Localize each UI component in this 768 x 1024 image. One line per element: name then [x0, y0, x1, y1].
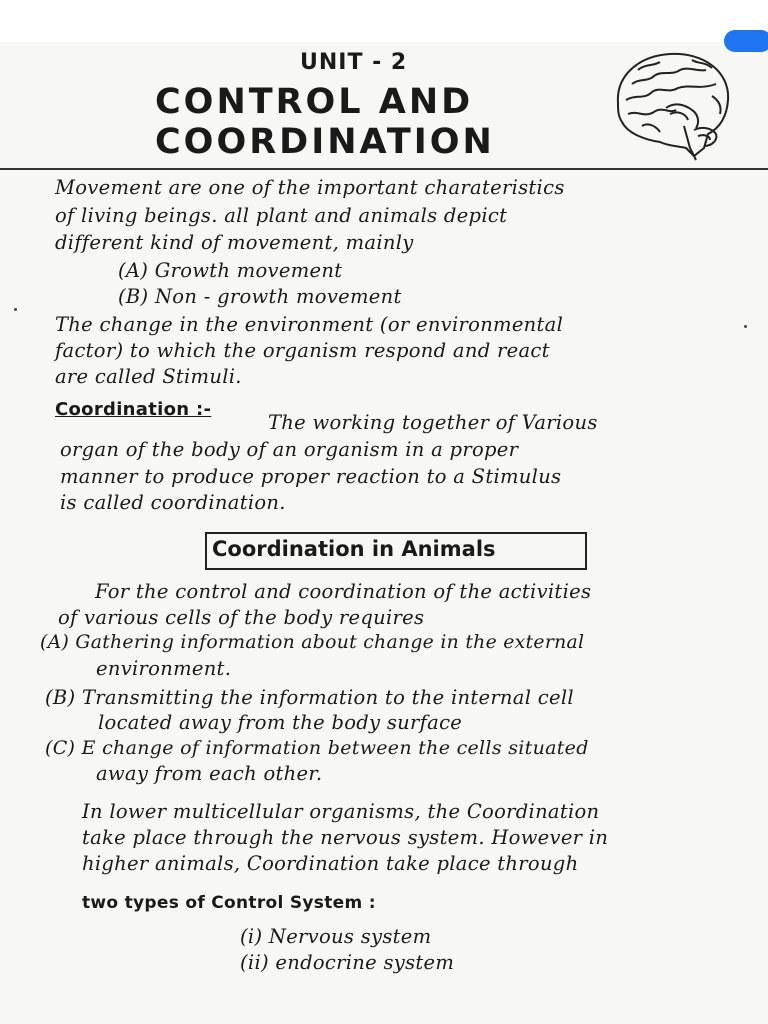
lower-organisms-line: In lower multicellular organisms, the Coordination: [82, 800, 600, 823]
paper-speck: [744, 325, 747, 328]
animals-para-line: of various cells of the body requires: [58, 606, 425, 629]
brain-icon: [608, 48, 736, 166]
page-title-line1: CONTROL AND: [155, 82, 474, 122]
header-divider: [0, 168, 768, 170]
coordination-line: is called coordination.: [60, 491, 286, 514]
coordination-line: manner to produce proper reaction to a Stimulus: [60, 465, 562, 488]
unit-label: UNIT - 2: [300, 50, 408, 75]
coordination-line: The working together of Various: [268, 411, 598, 434]
top-strip: [0, 0, 768, 42]
control-type-item: (i) Nervous system: [240, 925, 432, 948]
lower-organisms-line: higher animals, Coordination take place through: [82, 852, 579, 875]
coordination-heading: Coordination :-: [55, 399, 212, 420]
list-item: (A) Growth movement: [118, 259, 343, 282]
lower-organisms-line: take place through the nervous system. However in: [82, 826, 609, 849]
stimuli-line: factor) to which the organism respond and react: [55, 339, 550, 362]
requirement-b: (B) Transmitting the information to the internal cell: [45, 686, 574, 709]
animals-para-line: For the control and coordination of the activities: [95, 580, 592, 603]
requirement-a: (A) Gathering information about change in the external: [40, 632, 585, 653]
requirement-a-cont: environment.: [96, 657, 232, 680]
requirement-b-cont: located away from the body surface: [98, 711, 463, 734]
control-types-heading: two types of Control System :: [82, 893, 376, 913]
control-type-item: (ii) endocrine system: [240, 951, 455, 974]
intro-line: different kind of movement, mainly: [55, 231, 414, 254]
stimuli-line: are called Stimuli.: [55, 365, 242, 388]
section-title: Coordination in Animals: [212, 537, 496, 561]
requirement-c-cont: away from each other.: [96, 762, 323, 785]
requirement-c: (C) E change of information between the cells situated: [45, 737, 589, 759]
stimuli-line: The change in the environment (or environmental: [55, 313, 564, 336]
coordination-line: organ of the body of an organism in a proper: [60, 438, 519, 461]
intro-line: of living beings. all plant and animals depict: [55, 204, 508, 227]
paper-speck: [14, 308, 17, 311]
intro-line: Movement are one of the important charateristics: [55, 176, 565, 199]
list-item: (B) Non - growth movement: [118, 285, 402, 308]
page-title-line2: COORDINATION: [155, 122, 495, 162]
